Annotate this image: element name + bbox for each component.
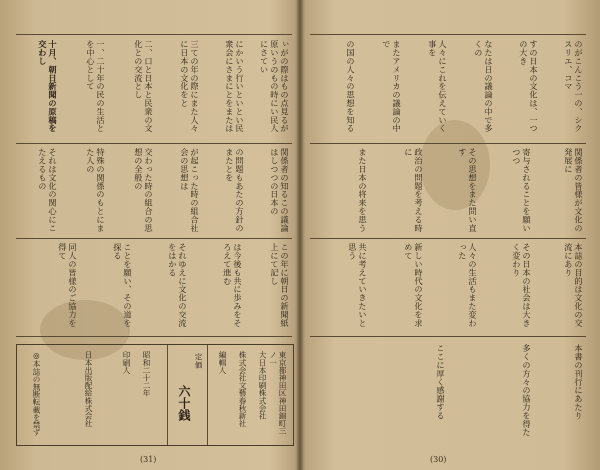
colophon-printer: 印刷人 <box>122 351 131 374</box>
page-number: (31) <box>140 455 157 464</box>
section-rule <box>16 238 292 239</box>
section-rule <box>310 238 586 239</box>
text-column: それゆえに文化の交流をはかる <box>167 243 188 327</box>
colophon-printing-house: 大日本印刷株式会社 <box>258 351 267 420</box>
text-column: 同人の皆様のご協力を得て <box>57 243 78 327</box>
text-column: その日本の社会は大きく変わり <box>511 243 532 327</box>
text-column: 十月、朝日新聞の原稿を交わし <box>37 40 58 133</box>
text-column: またアメリカの議論の中で <box>381 40 402 133</box>
text-column: 人々の生活もまた変わった <box>457 243 478 327</box>
page-number: (30) <box>430 455 447 464</box>
section-rule <box>310 336 586 337</box>
colophon-issue: 昭和二十二年 <box>142 351 151 397</box>
text-column: ここに厚く感謝する <box>436 344 446 420</box>
top-rule <box>16 34 292 35</box>
text-column: 本書の刊行にあたり <box>574 344 584 420</box>
text-column: 関係者の皆様が文化の発展に <box>563 148 584 232</box>
colophon-distributor: 日本出版配給株式会社 <box>84 351 93 427</box>
text-column: の国の人々の思想を知る <box>346 40 356 133</box>
text-column: の問題もあたの方針のまたとを <box>224 148 245 232</box>
text-column: 多くの方々の協力を得た <box>522 344 532 437</box>
text-column: 関係者の知るこの議論はしつつの日本の <box>269 148 290 232</box>
text-column: すの日本の文化は、一つの大き <box>518 40 539 133</box>
colophon-divider <box>167 345 168 445</box>
text-column: なたは日の議論の中で多くの <box>473 40 494 133</box>
text-column: のがこんこう一の、シクスリエ、コマ <box>563 40 584 133</box>
right-page <box>302 0 600 470</box>
section-rule <box>16 336 292 337</box>
text-column: 寄与されることを願いつつ <box>511 148 532 232</box>
section-rule <box>16 143 292 144</box>
colophon-price-label: 定価 <box>194 353 203 369</box>
text-column: 共に考えていきたいと思う <box>347 243 368 327</box>
text-column: にかいう行いといとい民衆会にさまにとをまたは <box>224 40 245 133</box>
colophon-price: 六十銭 <box>177 385 191 421</box>
text-column: 一、二十年の民の生活とを中心として <box>85 40 106 133</box>
colophon-editor: 編輯人 <box>218 351 227 374</box>
top-rule <box>310 34 586 35</box>
text-column: 人々にこれを伝えていく事を <box>427 40 448 133</box>
colophon-divider <box>207 345 208 445</box>
colophon-note: ◎本誌の無断転載を禁ず <box>32 351 41 436</box>
left-page <box>0 0 298 470</box>
colophon-address: 東京都神田区神田錦町三ノ一 <box>269 351 287 435</box>
text-column: また日本の将来を思う <box>358 148 368 232</box>
text-column: 新しい時代の文化を求めて <box>403 243 424 327</box>
text-column: その思想をまた問い直す <box>457 148 478 232</box>
text-column: ぃがの際はもの点見るが原いうのもの時にい民人にさてい <box>259 40 290 133</box>
text-column: この年に朝日の新聞紙上にて記し <box>269 243 290 327</box>
text-column: 交わった時の組合の思想の全般の <box>133 148 154 232</box>
text-column: 三ての年の際にまた人々に日本の文化をと <box>179 40 200 133</box>
text-column: が起こった時の組合社会の思想は <box>179 148 200 232</box>
text-column: 特殊の関係のもとにまた人の <box>85 148 106 232</box>
text-column: それは文化の関心にこたえるもの <box>37 148 58 232</box>
colophon-publisher: 株式会社文藝春秋新社 <box>238 351 247 427</box>
section-rule <box>310 143 586 144</box>
colophon-box <box>16 344 294 446</box>
text-column: 本誌の目的は文化の交流にあり <box>563 243 584 327</box>
text-column: ことを願い、その道を探る <box>112 243 133 327</box>
text-column: 政治の問題を考える時に <box>403 148 424 232</box>
text-column: は今後も共に歩みをそろえて進む <box>222 243 243 327</box>
text-column: 二、口と日本と民衆の文化との交流とし <box>133 40 154 133</box>
